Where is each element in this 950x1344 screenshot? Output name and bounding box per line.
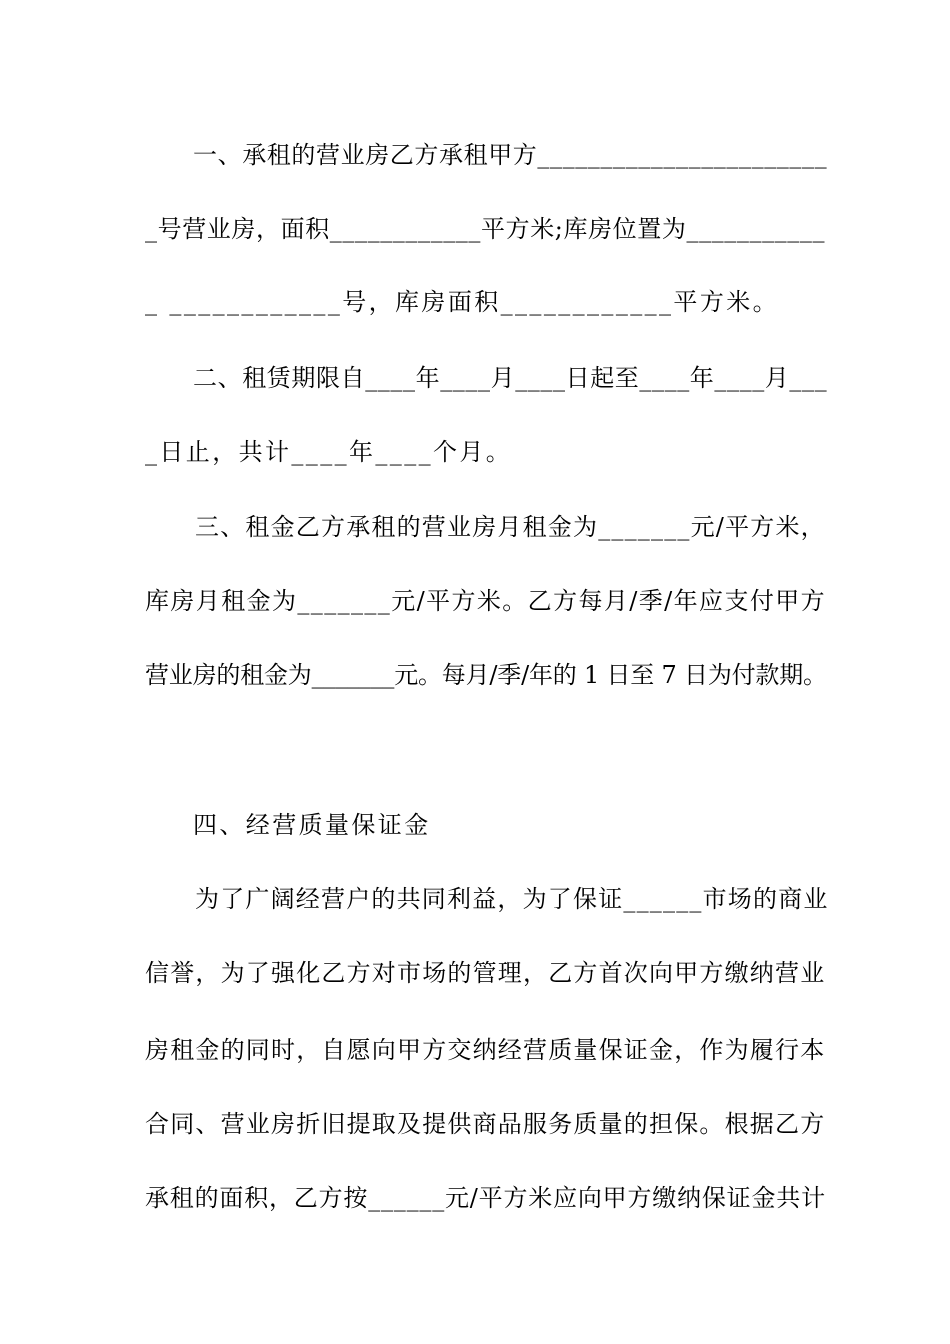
text-line: 为了广阔经营户的共同利益，为了保证______市场的商业 [195,885,829,913]
text-line: 一、承租的营业房乙方承租甲方_______________________ [193,141,828,169]
text-line: 二、租赁期限自____年____月____日起至____年____月___ [193,364,828,392]
text-line: 库房月租金为_______元/平方米。乙方每月/季/年应支付甲方 [145,587,827,615]
section-heading: 四、经营质量保证金 [193,811,431,839]
text-line: _ ____________号，库房面积____________平方米。 [145,288,780,316]
text-line: 房租金的同时，自愿向甲方交纳经营质量保证金，作为履行本 [145,1036,826,1064]
text-line: _日止，共计____年____个月。 [145,438,513,466]
text-line: _号营业房，面积____________平方米;库房位置为___________ [145,215,826,243]
text-line: 三、租金乙方承租的营业房月租金为_______元/平方米， [195,513,826,541]
text-line: 信誉，为了强化乙方对市场的管理，乙方首次向甲方缴纳营业 [145,959,826,987]
text-line: 合同、营业房折旧提取及提供商品服务质量的担保。根据乙方 [145,1110,826,1138]
text-line: 营业房的租金为_______元。每月/季/年的 1 日至 7 日为付款期。 [145,661,827,689]
text-line: 承租的面积，乙方按______元/平方米应向甲方缴纳保证金共计 [145,1184,826,1212]
